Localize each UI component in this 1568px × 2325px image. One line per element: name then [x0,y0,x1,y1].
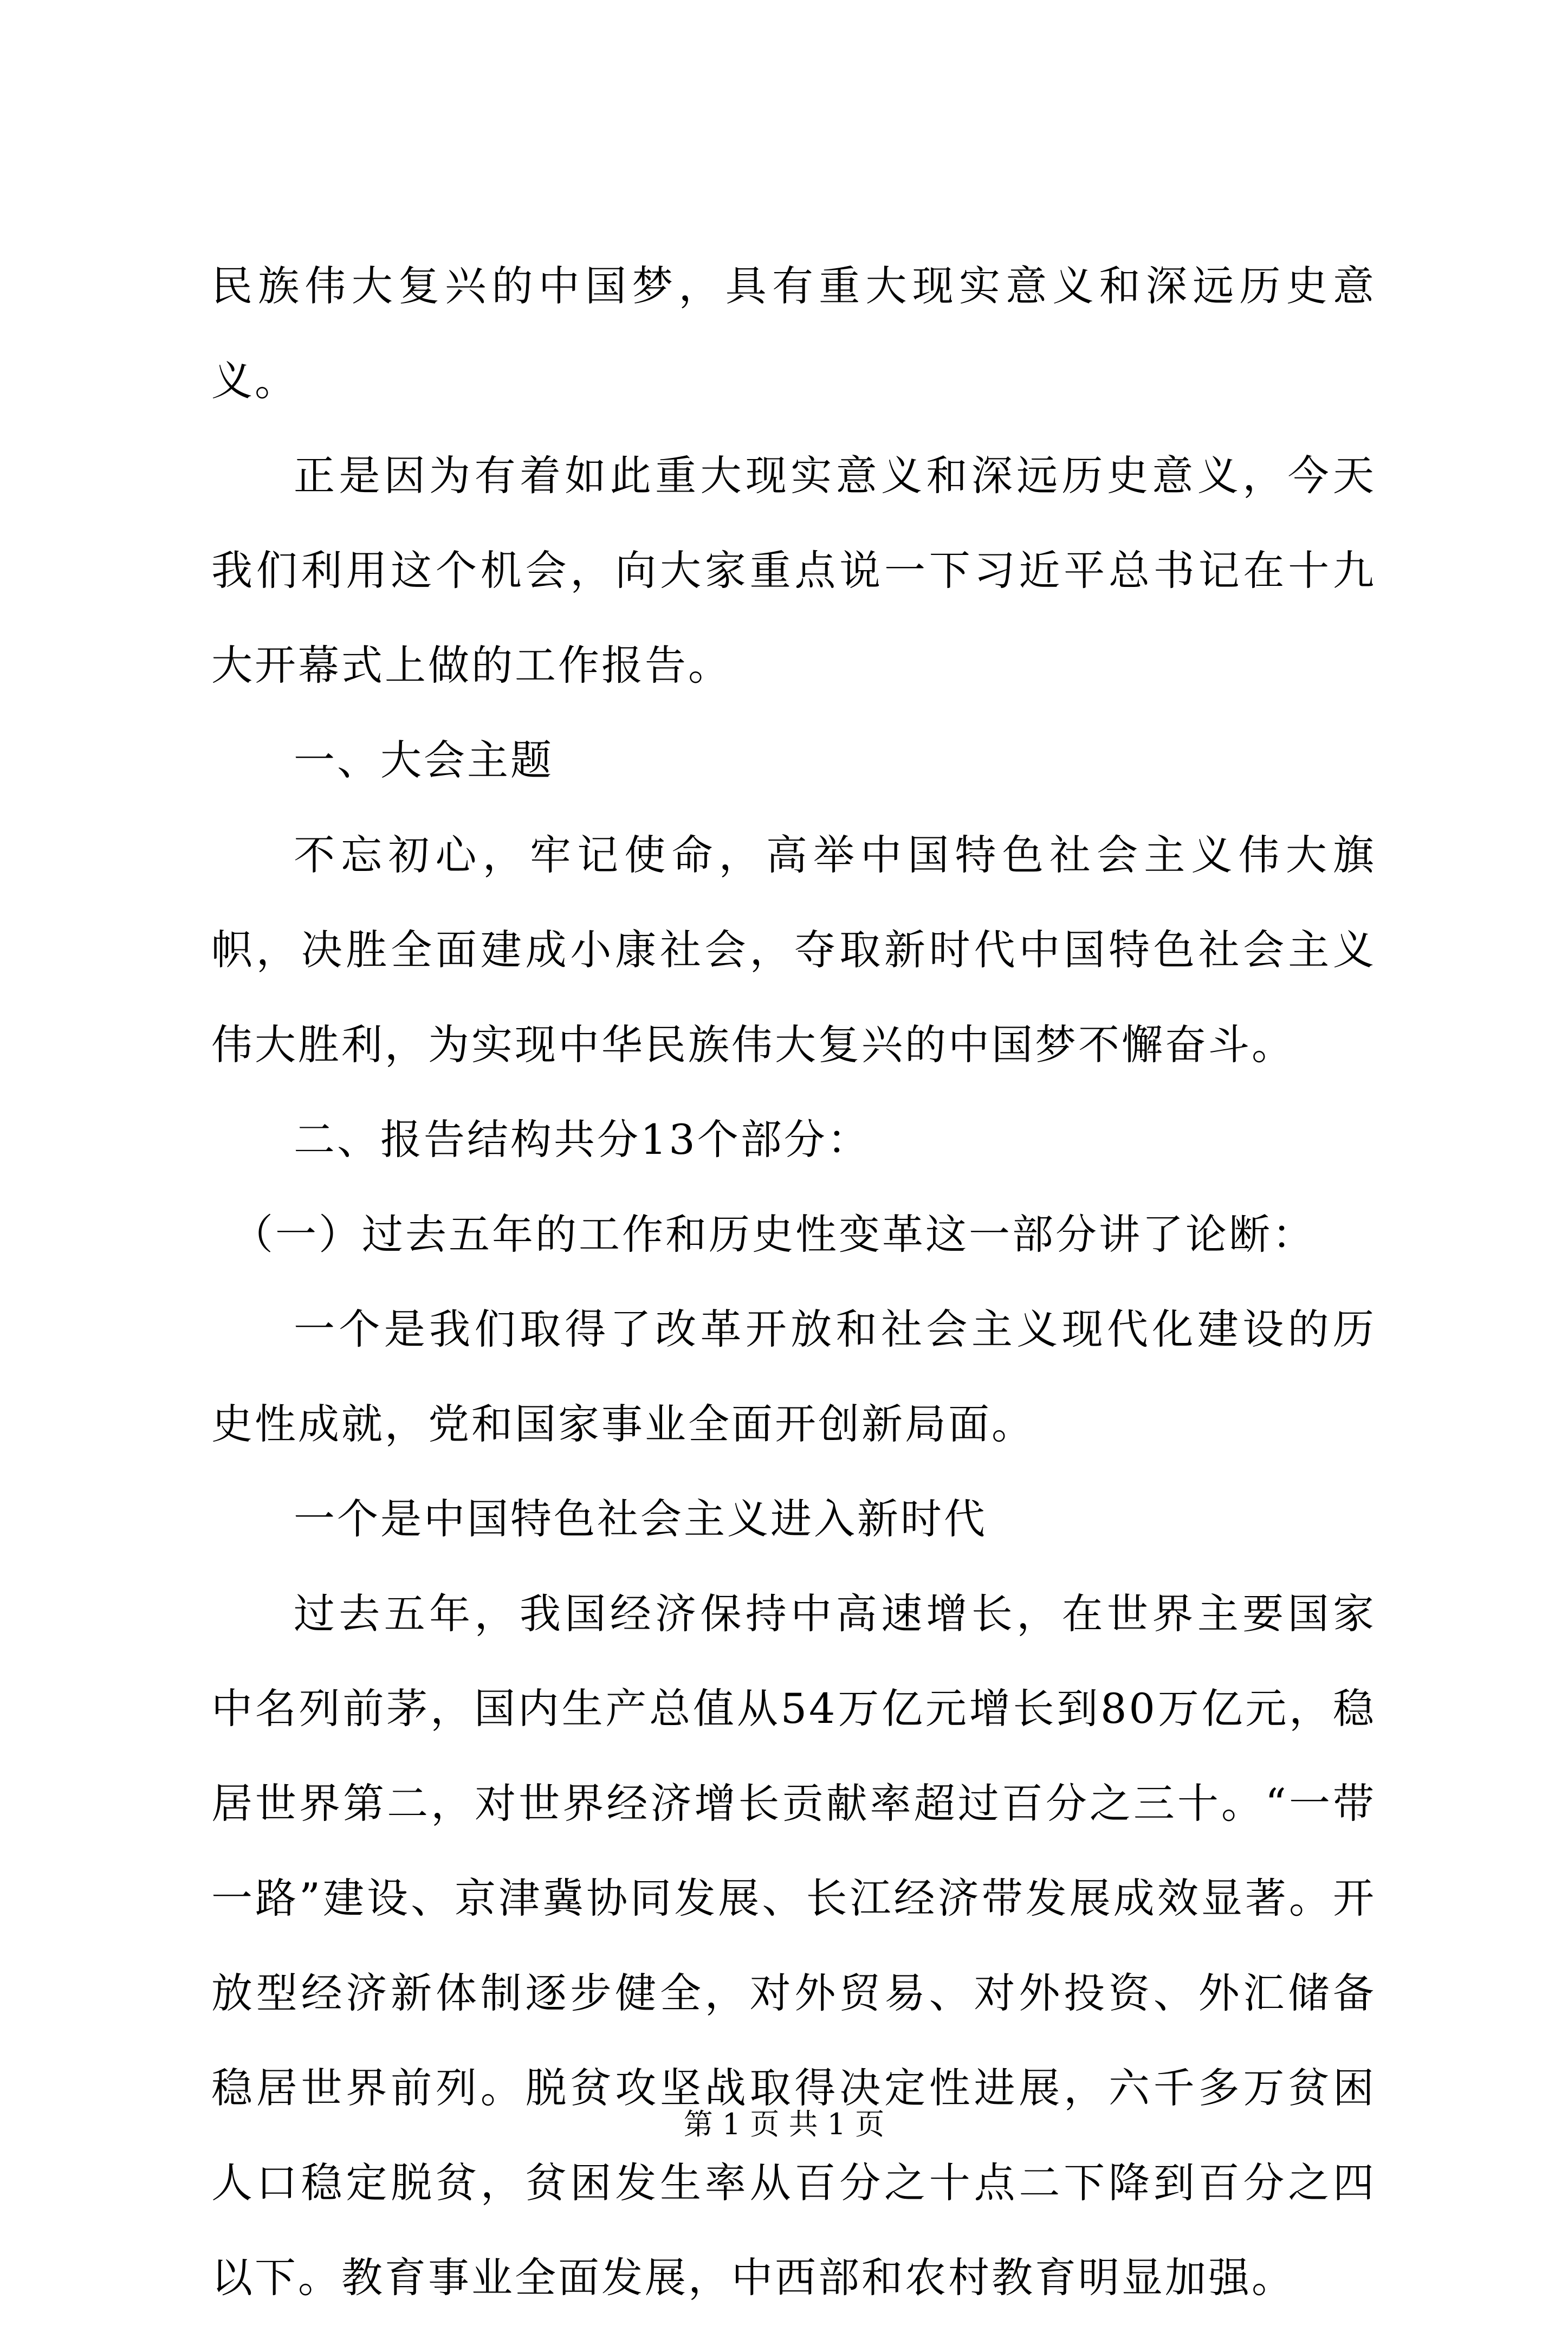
paragraph-continuation: 民族伟大复兴的中国梦，具有重大现实意义和深远历史意义。 [211,262,1376,405]
document-body [211,238,1376,2325]
paragraph-intro: 正是因为有着如此重大现实意义和深远历史意义，今天我们利用这个机会，向大家重点说一下习近平总书记在十九大开幕式上做的工作报告。 [211,451,1376,689]
section-heading-structure: 二、报告结构共分13个部分： [294,1115,871,1164]
section-heading-theme: 一、大会主题 [294,736,554,784]
paragraph-achievements: 一个是我们取得了改革开放和社会主义现代化建设的历史性成就，党和国家事业全面开创新局面。 [211,1305,1376,1448]
paragraph-new-era: 一个是中国特色社会主义进入新时代 [294,1495,987,1543]
page-number-footer: 第 1 页 共 1 页 [683,2107,885,2141]
subsection-heading-one: （一）过去五年的工作和历史性变革这一部分讲了论断： [232,1210,1316,1258]
paragraph-five-years: 过去五年，我国经济保持中高速增长，在世界主要国家中名列前茅，国内生产总值从54万亿元增长到80万亿元，稳居世界第二，对世界经济增长贡献率超过百分之三十。“一带一路”建设、京津冀协同发展、长江经济带发展成效显著。开放型经济新体制逐步健全，对外贸易、对外投资、外汇储备稳居世界前列。脱贫攻坚战取得决定性进展，六千多万贫困人口稳定脱贫，贫困发生率从百分之十点二下降到百分之四以下。教育事业全面发展，中西部和农村教育明显加强。 [211,1590,1376,2302]
paragraph-theme: 不忘初心，牢记使命，高举中国特色社会主义伟大旗帜，决胜全面建成小康社会，夺取新时代中国特色社会主义伟大胜利，为实现中华民族伟大复兴的中国梦不懈奋斗。 [211,831,1376,1069]
